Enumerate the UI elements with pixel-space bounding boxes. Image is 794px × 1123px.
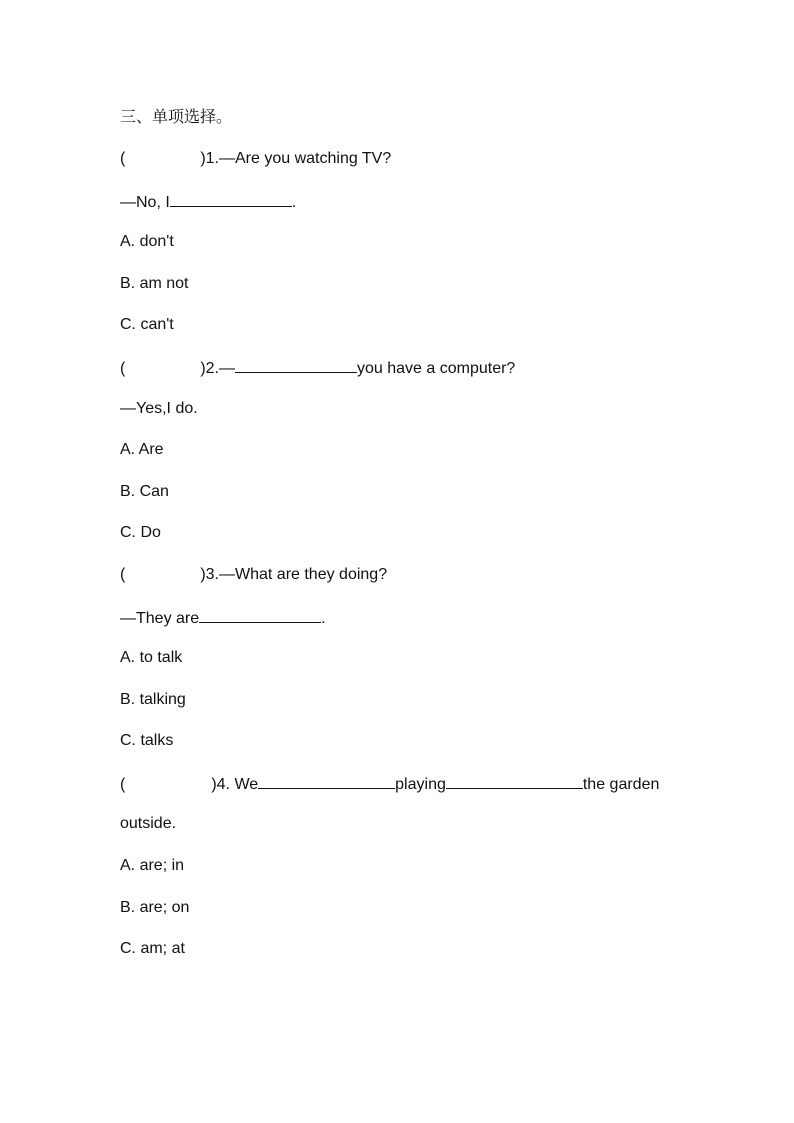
question-3-prompt: What are they doing?	[235, 566, 388, 583]
section-title-text: 三、单项选择。	[120, 109, 233, 126]
question-1-option-b	[120, 274, 188, 294]
question-3-option-a	[120, 648, 182, 668]
question-4-option-c	[120, 939, 185, 959]
question-4-option-a	[120, 856, 184, 876]
question-1-number: )1.	[200, 150, 219, 167]
option-text: B. talking	[120, 691, 186, 708]
option-text: A. are; in	[120, 857, 185, 874]
question-3-number: )3.	[200, 566, 219, 583]
section-title	[120, 108, 232, 128]
option-text: C. am; at	[120, 940, 185, 957]
question-4-blank-1[interactable]	[258, 773, 395, 789]
option-text: B. am not	[120, 275, 189, 292]
question-2-open-paren: (	[120, 360, 126, 377]
question-2-number: )2.	[200, 360, 219, 377]
question-1-prompt: Are you watching TV?	[235, 150, 392, 167]
question-3-option-c	[120, 731, 173, 751]
question-2-line	[120, 357, 515, 379]
question-3-open-paren: (	[120, 566, 126, 583]
question-3-line	[120, 565, 387, 585]
option-text: B. are; on	[120, 899, 190, 916]
question-1-answer-suffix: .	[291, 194, 297, 211]
question-1-dash: —	[219, 150, 235, 167]
question-2-option-b	[120, 482, 169, 502]
question-1-answer-line	[120, 191, 296, 213]
question-3-dash: —	[219, 566, 235, 583]
question-4-line	[120, 773, 659, 795]
question-4-end: the garden	[582, 776, 660, 793]
question-3-answer-suffix: .	[321, 610, 326, 627]
question-4-continuation-line	[120, 814, 176, 834]
question-4-blank-2[interactable]	[446, 773, 583, 789]
question-3-answer-line	[120, 607, 326, 629]
question-1-open-paren: (	[120, 150, 126, 167]
option-text: B. Can	[120, 483, 169, 500]
question-4-open-paren: (	[120, 776, 126, 793]
option-text: C. talks	[120, 732, 174, 749]
question-3-answer-prefix: —They are	[120, 610, 200, 627]
question-1-option-c	[120, 315, 174, 335]
question-4-mid: playing	[395, 776, 446, 793]
option-text: C. can't	[120, 316, 174, 333]
question-1-blank[interactable]	[170, 191, 292, 207]
question-2-option-c	[120, 523, 161, 543]
question-1-option-a	[120, 232, 174, 252]
option-text: A. Are	[120, 441, 164, 458]
question-4-number: )4. We	[211, 776, 259, 793]
question-2-answer-line	[120, 399, 198, 419]
question-4-continuation: outside.	[120, 815, 177, 832]
question-2-dash: —	[219, 360, 235, 377]
question-2-blank[interactable]	[235, 357, 357, 373]
question-1-answer-prefix: —No, I	[120, 194, 170, 211]
question-2-answer: —Yes,I do.	[120, 400, 198, 417]
question-4-option-b	[120, 898, 189, 918]
question-3-blank[interactable]	[199, 607, 321, 623]
option-text: C. Do	[120, 524, 161, 541]
question-3-option-b	[120, 690, 186, 710]
option-text: A. don't	[120, 233, 174, 250]
question-2-prompt-suffix: you have a computer?	[357, 360, 516, 377]
question-2-option-a	[120, 440, 164, 460]
question-1-line	[120, 149, 391, 169]
option-text: A. to talk	[120, 649, 183, 666]
